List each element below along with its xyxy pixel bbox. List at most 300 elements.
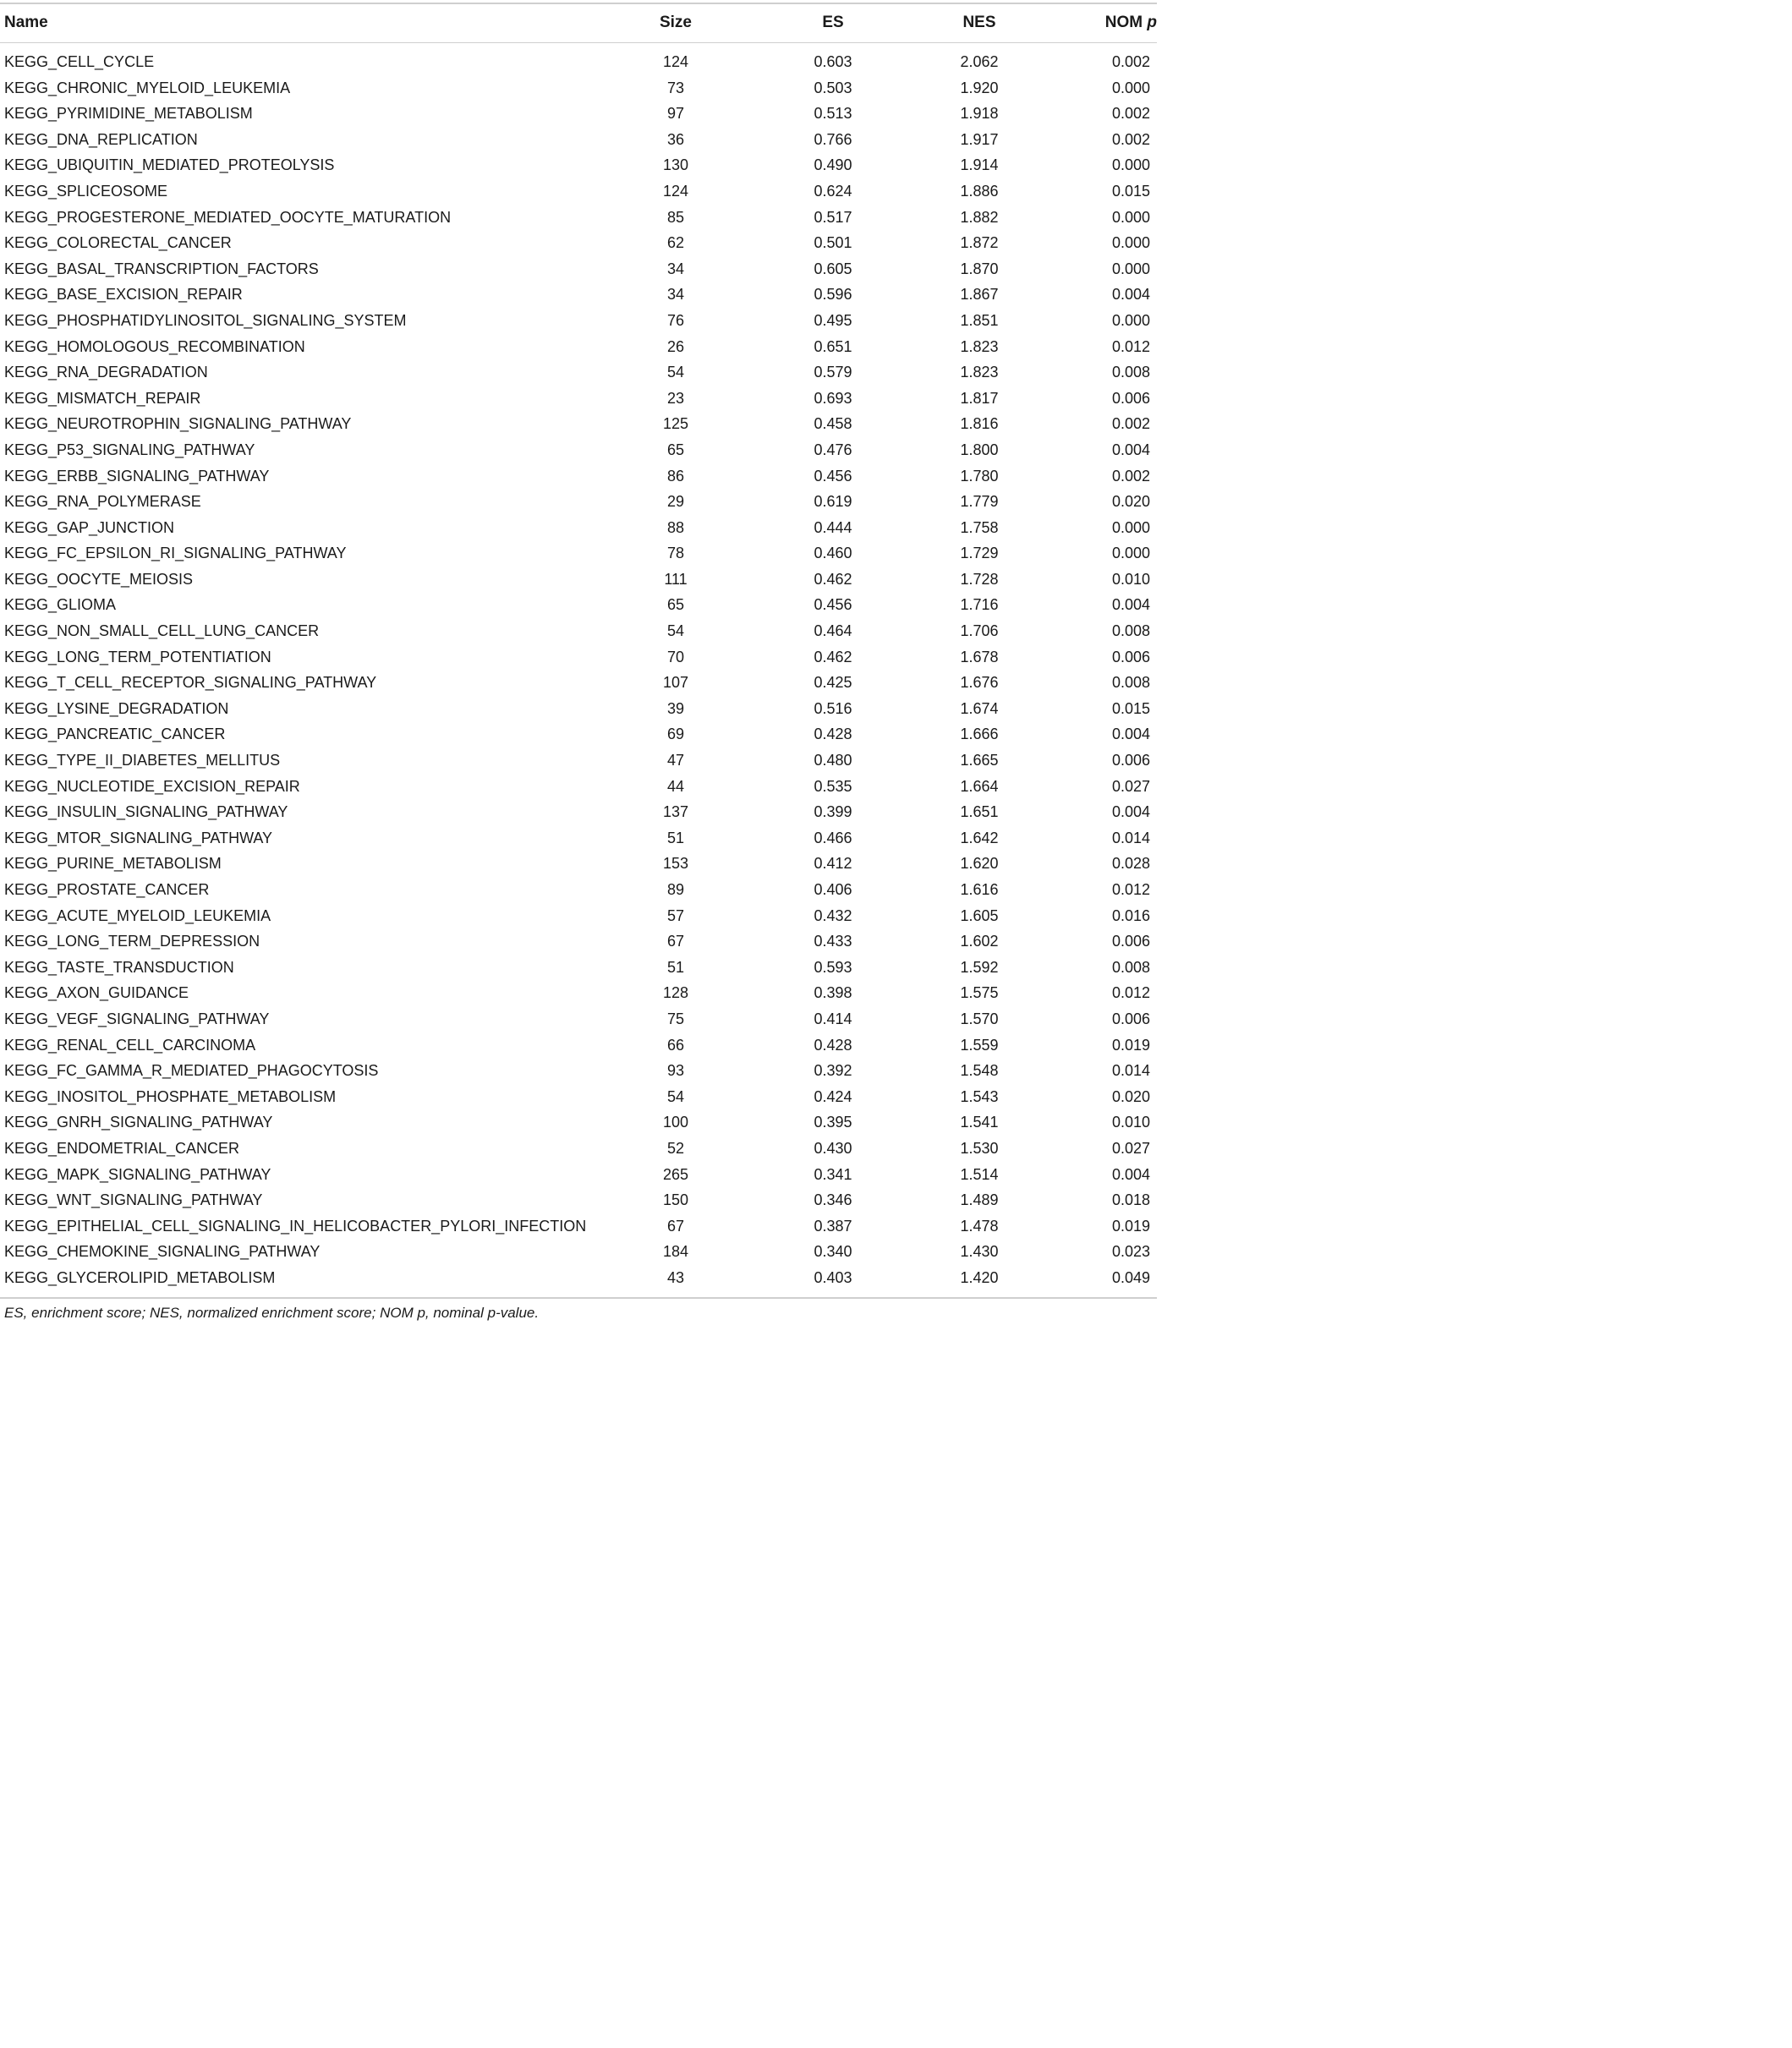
- cell-nom-p: 0.002: [1111, 415, 1150, 433]
- cell-size: 23: [666, 389, 685, 407]
- cell-size: 128: [662, 984, 689, 1002]
- cell-name: KEGG_FC_GAMMA_R_MEDIATED_PHAGOCYTOSIS: [4, 1062, 379, 1080]
- cell-name: KEGG_LONG_TERM_POTENTIATION: [4, 648, 271, 665]
- cell-name: KEGG_GLYCEROLIPID_METABOLISM: [4, 1268, 276, 1286]
- cell-es: 0.501: [814, 234, 852, 252]
- cell-name: KEGG_VEGF_SIGNALING_PATHWAY: [4, 1010, 270, 1027]
- cell-name: KEGG_MAPK_SIGNALING_PATHWAY: [4, 1165, 271, 1183]
- cell-name: KEGG_MTOR_SIGNALING_PATHWAY: [4, 829, 273, 846]
- cell-es: 0.341: [814, 1165, 852, 1183]
- cell-es: 0.619: [814, 493, 852, 511]
- cell-nes: 2.062: [960, 53, 999, 70]
- cell-size: 76: [666, 311, 685, 329]
- cell-nom-p: 0.000: [1111, 79, 1150, 96]
- cell-nom-p: 0.000: [1111, 156, 1150, 174]
- cell-es: 0.516: [814, 699, 852, 717]
- cell-name: KEGG_PHOSPHATIDYLINOSITOL_SIGNALING_SYSTEM: [4, 311, 407, 329]
- cell-nom-p: 0.020: [1111, 493, 1150, 511]
- table-header-row: [0, 7, 1157, 41]
- table-row: [0, 567, 1157, 593]
- cell-size: 111: [664, 570, 688, 588]
- cell-es: 0.693: [814, 389, 852, 407]
- cell-size: 150: [662, 1191, 689, 1209]
- table-row: [0, 359, 1157, 386]
- cell-size: 54: [666, 364, 685, 381]
- cell-es: 0.399: [814, 803, 852, 821]
- header-nom-p: [1057, 7, 1157, 39]
- cell-es: 0.395: [814, 1114, 852, 1131]
- cell-name: KEGG_CHEMOKINE_SIGNALING_PATHWAY: [4, 1243, 321, 1261]
- cell-size: 137: [662, 803, 689, 821]
- cell-nom-p: 0.019: [1111, 1217, 1150, 1235]
- cell-name: KEGG_FC_EPSILON_RI_SIGNALING_PATHWAY: [4, 545, 347, 562]
- cell-name: KEGG_LYSINE_DEGRADATION: [4, 699, 229, 717]
- cell-nes: 1.592: [960, 958, 999, 976]
- cell-nom-p: 0.002: [1111, 53, 1150, 70]
- cell-nom-p: 0.000: [1111, 311, 1150, 329]
- table-row: [0, 1109, 1157, 1136]
- cell-nes: 1.779: [960, 493, 999, 511]
- cell-nes: 1.917: [960, 130, 999, 148]
- cell-nom-p: 0.019: [1111, 1036, 1150, 1054]
- cell-es: 0.458: [814, 415, 852, 433]
- table-header-rule: [0, 42, 1157, 43]
- table-body: [0, 49, 1157, 1291]
- cell-nom-p: 0.000: [1111, 545, 1150, 562]
- cell-nes: 1.642: [960, 829, 999, 846]
- cell-name: KEGG_TYPE_II_DIABETES_MELLITUS: [4, 752, 281, 769]
- cell-size: 51: [666, 829, 685, 846]
- cell-nes: 1.780: [960, 467, 999, 485]
- cell-nom-p: 0.000: [1111, 518, 1150, 536]
- cell-es: 0.433: [814, 933, 852, 950]
- table-row: [0, 592, 1157, 618]
- cell-name: KEGG_TASTE_TRANSDUCTION: [4, 958, 234, 976]
- cell-nes: 1.800: [960, 441, 999, 458]
- table-row: [0, 1239, 1157, 1265]
- header-name: Name: [4, 14, 48, 31]
- cell-nom-p: 0.014: [1111, 1062, 1150, 1080]
- cell-es: 0.346: [814, 1191, 852, 1209]
- cell-name: KEGG_RENAL_CELL_CARCINOMA: [4, 1036, 256, 1054]
- cell-es: 0.403: [814, 1268, 852, 1286]
- cell-es: 0.462: [814, 570, 852, 588]
- table-row: [0, 515, 1157, 541]
- cell-es: 0.476: [814, 441, 852, 458]
- cell-size: 47: [666, 752, 685, 769]
- cell-size: 67: [666, 933, 685, 950]
- cell-name: KEGG_INOSITOL_PHOSPHATE_METABOLISM: [4, 1087, 337, 1105]
- cell-nes: 1.570: [960, 1010, 999, 1027]
- cell-nom-p: 0.008: [1111, 622, 1150, 640]
- cell-name: KEGG_PYRIMIDINE_METABOLISM: [4, 105, 253, 123]
- cell-size: 54: [666, 1087, 685, 1105]
- cell-name: KEGG_LONG_TERM_DEPRESSION: [4, 933, 260, 950]
- cell-size: 54: [666, 622, 685, 640]
- cell-nom-p: 0.027: [1111, 777, 1150, 795]
- cell-es: 0.432: [814, 906, 852, 924]
- cell-nom-p: 0.028: [1111, 855, 1150, 873]
- cell-es: 0.495: [814, 311, 852, 329]
- cell-nom-p: 0.006: [1111, 648, 1150, 665]
- cell-es: 0.414: [814, 1010, 852, 1027]
- cell-nes: 1.914: [960, 156, 999, 174]
- cell-nes: 1.514: [960, 1165, 999, 1183]
- table-row: [0, 205, 1157, 231]
- cell-nes: 1.602: [960, 933, 999, 950]
- table-row: [0, 152, 1157, 178]
- table-row: [0, 1084, 1157, 1110]
- cell-nom-p: 0.000: [1111, 208, 1150, 226]
- cell-nom-p: 0.016: [1111, 906, 1150, 924]
- cell-size: 52: [666, 1139, 685, 1157]
- cell-name: KEGG_GAP_JUNCTION: [4, 518, 175, 536]
- cell-size: 124: [662, 53, 689, 70]
- table-row: [0, 903, 1157, 929]
- cell-nom-p: 0.006: [1111, 389, 1150, 407]
- cell-size: 65: [666, 441, 685, 458]
- cell-name: KEGG_DNA_REPLICATION: [4, 130, 198, 148]
- table-row: [0, 1265, 1157, 1291]
- cell-size: 66: [666, 1036, 685, 1054]
- table-row: [0, 101, 1157, 127]
- cell-name: KEGG_PURINE_METABOLISM: [4, 855, 222, 873]
- table-row: [0, 774, 1157, 800]
- cell-name: KEGG_RNA_POLYMERASE: [4, 493, 201, 511]
- cell-nom-p: 0.004: [1111, 286, 1150, 304]
- cell-es: 0.392: [814, 1062, 852, 1080]
- cell-nes: 1.548: [960, 1062, 999, 1080]
- cell-nom-p: 0.027: [1111, 1139, 1150, 1157]
- table-row: [0, 696, 1157, 722]
- cell-size: 73: [666, 79, 685, 96]
- cell-size: 88: [666, 518, 685, 536]
- cell-nes: 1.664: [960, 777, 999, 795]
- table-row: [0, 230, 1157, 256]
- cell-size: 125: [662, 415, 689, 433]
- cell-size: 65: [666, 596, 685, 614]
- cell-name: KEGG_ENDOMETRIAL_CANCER: [4, 1139, 240, 1157]
- cell-size: 100: [662, 1114, 689, 1131]
- cell-nom-p: 0.012: [1111, 337, 1150, 355]
- cell-nom-p: 0.004: [1111, 726, 1150, 743]
- table-row: [0, 851, 1157, 877]
- cell-es: 0.480: [814, 752, 852, 769]
- table-row: [0, 825, 1157, 852]
- cell-nom-p: 0.008: [1111, 958, 1150, 976]
- table-row: [0, 411, 1157, 437]
- cell-nom-p: 0.000: [1111, 234, 1150, 252]
- table-row: [0, 256, 1157, 282]
- table-row: [0, 1032, 1157, 1059]
- cell-size: 26: [666, 337, 685, 355]
- cell-es: 0.605: [814, 260, 852, 277]
- cell-nes: 1.706: [960, 622, 999, 640]
- table-row: [0, 618, 1157, 644]
- cell-es: 0.464: [814, 622, 852, 640]
- cell-nom-p: 0.000: [1111, 260, 1150, 277]
- cell-name: KEGG_ERBB_SIGNALING_PATHWAY: [4, 467, 270, 485]
- header-nom-p-italic: p: [1147, 14, 1157, 31]
- cell-nes: 1.920: [960, 79, 999, 96]
- cell-es: 0.490: [814, 156, 852, 174]
- table-row: [0, 540, 1157, 567]
- cell-es: 0.624: [814, 182, 852, 200]
- cell-name: KEGG_NEUROTROPHIN_SIGNALING_PATHWAY: [4, 415, 352, 433]
- cell-name: KEGG_COLORECTAL_CANCER: [4, 234, 232, 252]
- cell-nes: 1.817: [960, 389, 999, 407]
- cell-name: KEGG_AXON_GUIDANCE: [4, 984, 189, 1002]
- cell-name: KEGG_PROGESTERONE_MEDIATED_OOCYTE_MATURATION: [4, 208, 452, 226]
- table-row: [0, 928, 1157, 955]
- table-row: [0, 644, 1157, 671]
- cell-name: KEGG_NUCLEOTIDE_EXCISION_REPAIR: [4, 777, 300, 795]
- cell-nom-p: 0.012: [1111, 881, 1150, 898]
- cell-nom-p: 0.008: [1111, 364, 1150, 381]
- table-bottom-rule: [0, 1297, 1157, 1299]
- cell-nom-p: 0.014: [1111, 829, 1150, 846]
- cell-nom-p: 0.004: [1111, 803, 1150, 821]
- cell-nes: 1.823: [960, 364, 999, 381]
- cell-nes: 1.605: [960, 906, 999, 924]
- cell-name: KEGG_T_CELL_RECEPTOR_SIGNALING_PATHWAY: [4, 674, 377, 692]
- cell-size: 51: [666, 958, 685, 976]
- cell-nes: 1.758: [960, 518, 999, 536]
- cell-es: 0.456: [814, 596, 852, 614]
- table-row: [0, 489, 1157, 515]
- cell-nes: 1.543: [960, 1087, 999, 1105]
- cell-nes: 1.918: [960, 105, 999, 123]
- table-row: [0, 282, 1157, 308]
- cell-size: 43: [666, 1268, 685, 1286]
- cell-nom-p: 0.018: [1111, 1191, 1150, 1209]
- cell-nes: 1.489: [960, 1191, 999, 1209]
- cell-nom-p: 0.015: [1111, 699, 1150, 717]
- table-row: [0, 877, 1157, 903]
- cell-size: 85: [666, 208, 685, 226]
- cell-name: KEGG_HOMOLOGOUS_RECOMBINATION: [4, 337, 305, 355]
- cell-size: 86: [666, 467, 685, 485]
- cell-es: 0.428: [814, 726, 852, 743]
- cell-es: 0.593: [814, 958, 852, 976]
- cell-name: KEGG_PANCREATIC_CANCER: [4, 726, 226, 743]
- cell-size: 34: [666, 286, 685, 304]
- table-row: [0, 308, 1157, 334]
- cell-size: 153: [662, 855, 689, 873]
- cell-es: 0.460: [814, 545, 852, 562]
- cell-es: 0.424: [814, 1087, 852, 1105]
- cell-es: 0.387: [814, 1217, 852, 1235]
- cell-size: 62: [666, 234, 685, 252]
- table-row: [0, 1136, 1157, 1162]
- cell-es: 0.503: [814, 79, 852, 96]
- table-top-rule: [0, 3, 1157, 4]
- cell-size: 69: [666, 726, 685, 743]
- cell-nes: 1.674: [960, 699, 999, 717]
- table-row: [0, 49, 1157, 75]
- cell-es: 0.340: [814, 1243, 852, 1261]
- cell-nes: 1.666: [960, 726, 999, 743]
- cell-es: 0.398: [814, 984, 852, 1002]
- cell-nes: 1.886: [960, 182, 999, 200]
- cell-nom-p: 0.006: [1111, 933, 1150, 950]
- cell-size: 89: [666, 881, 685, 898]
- cell-name: KEGG_ACUTE_MYELOID_LEUKEMIA: [4, 906, 271, 924]
- cell-es: 0.462: [814, 648, 852, 665]
- table-row: [0, 1006, 1157, 1032]
- cell-name: KEGG_OOCYTE_MEIOSIS: [4, 570, 194, 588]
- cell-size: 39: [666, 699, 685, 717]
- table-row: [0, 1187, 1157, 1213]
- table-row: [0, 437, 1157, 463]
- cell-nom-p: 0.010: [1111, 1114, 1150, 1131]
- table-row: [0, 75, 1157, 101]
- table-row: [0, 178, 1157, 205]
- cell-nes: 1.823: [960, 337, 999, 355]
- cell-nes: 1.478: [960, 1217, 999, 1235]
- cell-size: 34: [666, 260, 685, 277]
- cell-nom-p: 0.010: [1111, 570, 1150, 588]
- cell-nom-p: 0.004: [1111, 596, 1150, 614]
- cell-size: 265: [662, 1165, 689, 1183]
- table-row: [0, 980, 1157, 1006]
- cell-size: 57: [666, 906, 685, 924]
- header-es: ES: [822, 14, 844, 31]
- cell-nes: 1.678: [960, 648, 999, 665]
- cell-nom-p: 0.006: [1111, 752, 1150, 769]
- cell-name: KEGG_EPITHELIAL_CELL_SIGNALING_IN_HELICOBACTER_PYLORI_INFECTION: [4, 1217, 587, 1235]
- cell-nom-p: 0.002: [1111, 467, 1150, 485]
- header-size: Size: [659, 14, 693, 31]
- cell-nes: 1.728: [960, 570, 999, 588]
- table-footnote: ES, enrichment score; NES, normalized enrichment score; NOM p, nominal p-value.: [4, 1305, 540, 1321]
- cell-nes: 1.872: [960, 234, 999, 252]
- cell-es: 0.766: [814, 130, 852, 148]
- cell-nom-p: 0.015: [1111, 182, 1150, 200]
- cell-size: 29: [666, 493, 685, 511]
- cell-nom-p: 0.049: [1111, 1268, 1150, 1286]
- cell-name: KEGG_WNT_SIGNALING_PATHWAY: [4, 1191, 263, 1209]
- cell-size: 184: [662, 1243, 689, 1261]
- cell-name: KEGG_INSULIN_SIGNALING_PATHWAY: [4, 803, 288, 821]
- cell-es: 0.430: [814, 1139, 852, 1157]
- cell-nes: 1.530: [960, 1139, 999, 1157]
- cell-name: KEGG_GNRH_SIGNALING_PATHWAY: [4, 1114, 273, 1131]
- cell-nes: 1.430: [960, 1243, 999, 1261]
- cell-name: KEGG_NON_SMALL_CELL_LUNG_CANCER: [4, 622, 320, 640]
- cell-es: 0.513: [814, 105, 852, 123]
- cell-es: 0.456: [814, 467, 852, 485]
- cell-nes: 1.620: [960, 855, 999, 873]
- cell-nes: 1.616: [960, 881, 999, 898]
- cell-es: 0.651: [814, 337, 852, 355]
- table-row: [0, 334, 1157, 360]
- cell-nom-p: 0.002: [1111, 105, 1150, 123]
- cell-nes: 1.559: [960, 1036, 999, 1054]
- cell-nom-p: 0.002: [1111, 130, 1150, 148]
- cell-size: 67: [666, 1217, 685, 1235]
- cell-nom-p: 0.004: [1111, 1165, 1150, 1183]
- cell-nes: 1.665: [960, 752, 999, 769]
- cell-nes: 1.851: [960, 311, 999, 329]
- cell-size: 44: [666, 777, 685, 795]
- cell-es: 0.579: [814, 364, 852, 381]
- cell-es: 0.444: [814, 518, 852, 536]
- table-row: [0, 1058, 1157, 1084]
- cell-es: 0.406: [814, 881, 852, 898]
- cell-nes: 1.420: [960, 1268, 999, 1286]
- cell-nes: 1.729: [960, 545, 999, 562]
- cell-size: 78: [666, 545, 685, 562]
- cell-size: 130: [662, 156, 689, 174]
- cell-size: 93: [666, 1062, 685, 1080]
- cell-name: KEGG_CHRONIC_MYELOID_LEUKEMIA: [4, 79, 291, 96]
- table-row: [0, 670, 1157, 696]
- cell-name: KEGG_CELL_CYCLE: [4, 53, 155, 70]
- cell-name: KEGG_UBIQUITIN_MEDIATED_PROTEOLYSIS: [4, 156, 335, 174]
- cell-name: KEGG_BASAL_TRANSCRIPTION_FACTORS: [4, 260, 319, 277]
- table-row: [0, 799, 1157, 825]
- cell-name: KEGG_GLIOMA: [4, 596, 117, 614]
- cell-name: KEGG_MISMATCH_REPAIR: [4, 389, 201, 407]
- cell-size: 36: [666, 130, 685, 148]
- cell-nom-p: 0.004: [1111, 441, 1150, 458]
- cell-size: 124: [662, 182, 689, 200]
- table-row: [0, 747, 1157, 774]
- cell-es: 0.466: [814, 829, 852, 846]
- cell-nes: 1.882: [960, 208, 999, 226]
- cell-nes: 1.867: [960, 286, 999, 304]
- cell-es: 0.535: [814, 777, 852, 795]
- table-row: [0, 721, 1157, 747]
- cell-size: 97: [666, 105, 685, 123]
- cell-name: KEGG_BASE_EXCISION_REPAIR: [4, 286, 243, 304]
- header-nom-label: NOM: [1104, 14, 1143, 31]
- cell-es: 0.596: [814, 286, 852, 304]
- cell-size: 75: [666, 1010, 685, 1027]
- cell-es: 0.428: [814, 1036, 852, 1054]
- cell-nom-p: 0.023: [1111, 1243, 1150, 1261]
- cell-nom-p: 0.012: [1111, 984, 1150, 1002]
- table-row: [0, 386, 1157, 412]
- cell-nes: 1.575: [960, 984, 999, 1002]
- table-row: [0, 127, 1157, 153]
- table-row: [0, 463, 1157, 490]
- table-row: [0, 1162, 1157, 1188]
- cell-name: KEGG_PROSTATE_CANCER: [4, 881, 210, 898]
- cell-nes: 1.870: [960, 260, 999, 277]
- table-row: [0, 1213, 1157, 1240]
- cell-size: 107: [662, 674, 689, 692]
- cell-nom-p: 0.020: [1111, 1087, 1150, 1105]
- cell-nes: 1.816: [960, 415, 999, 433]
- cell-es: 0.517: [814, 208, 852, 226]
- cell-size: 70: [666, 648, 685, 665]
- cell-name: KEGG_P53_SIGNALING_PATHWAY: [4, 441, 255, 458]
- cell-nom-p: 0.006: [1111, 1010, 1150, 1027]
- header-nes: NES: [962, 14, 996, 31]
- cell-name: KEGG_SPLICEOSOME: [4, 182, 168, 200]
- cell-es: 0.425: [814, 674, 852, 692]
- cell-nes: 1.651: [960, 803, 999, 821]
- table-row: [0, 955, 1157, 981]
- cell-nes: 1.716: [960, 596, 999, 614]
- cell-es: 0.603: [814, 53, 852, 70]
- cell-es: 0.412: [814, 855, 852, 873]
- cell-nes: 1.541: [960, 1114, 999, 1131]
- cell-nes: 1.676: [960, 674, 999, 692]
- cell-nom-p: 0.008: [1111, 674, 1150, 692]
